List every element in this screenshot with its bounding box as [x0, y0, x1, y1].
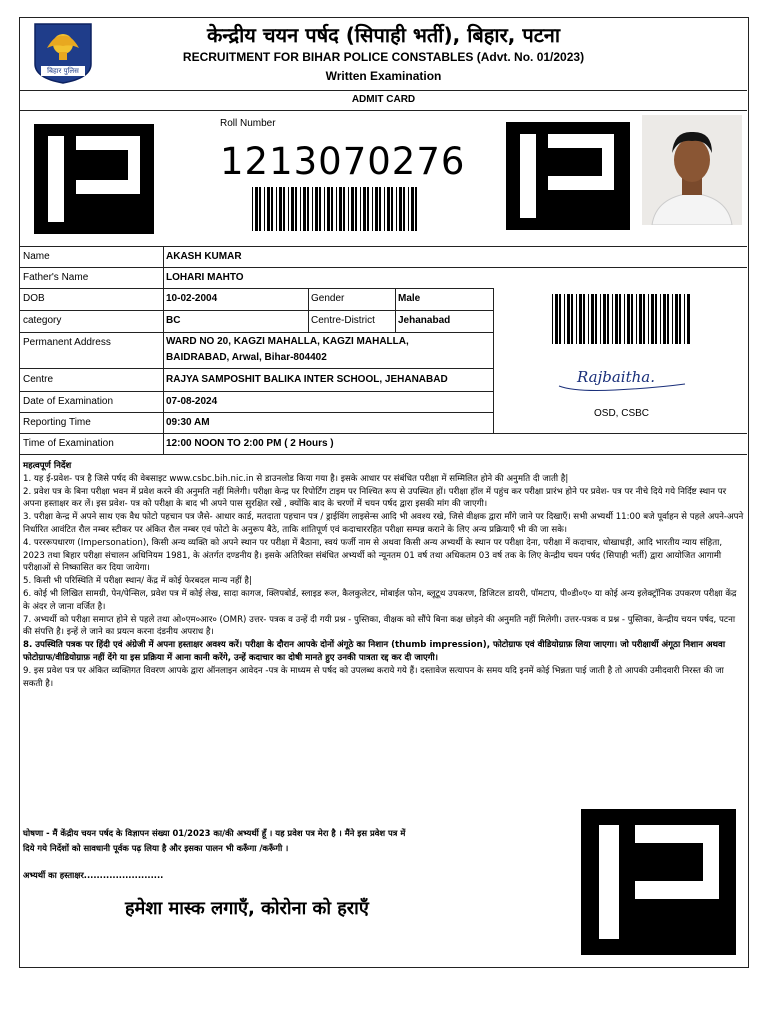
- row-category: [20, 310, 493, 333]
- barcode-bar: [619, 294, 621, 344]
- instruction-8: 8. उपस्थिति पत्रक पर हिंदी एवं अंग्रेजी में अपना हस्ताक्षर अवश्य करें। परीक्षा के दौरान आपके दोनों अंगूठे का निशान (thumb impression), फोटोग्राफ एवं वीडियोग्राफ़ लिया जाएगा। जो परीक्षार्थी अंगूठा निशान अथवा फोटोग्राफ/वीडियोग्राफ़ नहीं देंगे या इस प्रक्रिया में आना कानी करेंगे, उन्हें कदाचार का दोषी मानते हुए उनकी पात्रता रद्द कर दी जाएगी।: [23, 640, 726, 663]
- qr-code-bottom: [581, 809, 736, 955]
- barcode-bar: [588, 294, 589, 344]
- barcode-bar: [555, 294, 558, 344]
- barcode-bar: [355, 187, 357, 231]
- instructions: [23, 460, 745, 690]
- header: [20, 18, 747, 91]
- exam-name: Written Examination: [325, 69, 442, 83]
- barcode-bar: [259, 187, 261, 231]
- address-line-1: WARD NO 20, KAGZI MAHALLA, KAGZI MAHALLA,: [166, 336, 409, 347]
- category-label: category: [23, 315, 62, 326]
- district-value: Jehanabad: [398, 315, 451, 326]
- instruction-9: 9. इस प्रवेश पत्र पर अंकित व्यक्तिगत विवरण आपके द्वारा ऑनलाइन आवेदन -पत्र के माध्यम से पर्षद को उपलब्ध कराये गये हैं। दस्तावेज सत्यापन के समय यदि इनमें कोई भिन्नता पाई जाती है तो आपकी उमीदवारी निरस्त की जा सकती है।: [23, 665, 724, 689]
- barcode-bar: [583, 294, 585, 344]
- barcode-bar: [651, 294, 654, 344]
- barcode-bar: [648, 294, 649, 344]
- signatory-title: OSD, CSBC: [594, 408, 650, 419]
- address-label: Permanent Address: [23, 337, 111, 348]
- barcode-bar: [403, 187, 405, 231]
- centre-value: RAJYA SAMPOSHIT BALIKA INTER SCHOOL, JEHANABAD: [166, 374, 448, 385]
- barcode-bar: [595, 294, 597, 344]
- exam-date-value: 07-08-2024: [166, 396, 218, 407]
- centre-label: Centre: [23, 374, 54, 385]
- barcode-bar: [615, 294, 618, 344]
- barcode-bar: [567, 294, 570, 344]
- row-time: [20, 433, 747, 455]
- reporting-label: Reporting Time: [23, 417, 91, 428]
- barcode-bar: [684, 294, 685, 344]
- barcode-bar: [336, 187, 337, 231]
- barcode-bar: [264, 187, 265, 231]
- barcode-bar: [579, 294, 582, 344]
- row-name: [20, 246, 747, 268]
- barcode-bar: [315, 187, 318, 231]
- barcode-bar: [300, 187, 301, 231]
- instruction-7: 7. अभ्यर्थी को परीक्षा समाप्त होने से पहले तथा ओ०एम०आर० (OMR) उत्तर- पत्रक व उन्हें दी गयी प्रश्न - पुस्तिका, वीक्षक को सौंपे बिना कक्ष छोड़ने की अनुमति नहीं मिलेगी। उत्तर-पत्रक व प्रश्न - पुस्तिका, केन्द्रीय चयन पर्षद, पटना की संपत्ति है। इन्हें ले जाने का प्रयत्न करना दंडनीय अपराध है।: [23, 614, 736, 638]
- barcode-bar: [607, 294, 609, 344]
- declaration-line-2: दिये गये निर्देशों को सावधानी पूर्वक पढ़ लिया है और इसका पालन भी करूँगा /करूँगी ।: [23, 843, 289, 853]
- barcode-bar: [360, 187, 361, 231]
- info-barcode: [550, 294, 692, 344]
- barcode-bar: [319, 187, 321, 231]
- reporting-value: 09:30 AM: [166, 417, 210, 428]
- category-value: BC: [166, 315, 181, 326]
- candidate-photo: [642, 115, 742, 225]
- row-dob: [20, 288, 493, 311]
- barcode-bar: [252, 187, 253, 231]
- barcode-bar: [379, 187, 381, 231]
- instruction-1: 1. यह ई-प्रवेश- पत्र है जिसे पर्षद की वेबसाइट www.csbc.bih.nic.in से डाउनलोड किया गया है। इसके आधार पर संबंधित परीक्षा में सम्मिलित होने की अनुमति दी जाती है|: [23, 473, 569, 484]
- district-label: Centre-District: [311, 315, 375, 326]
- signature-text: Rajbaitha.: [577, 368, 655, 386]
- barcode-bar: [295, 187, 297, 231]
- exam-date-label: Date of Examination: [23, 396, 114, 407]
- address-line-2: BAIDRABAD, Arwal, Bihar-804402: [166, 352, 327, 363]
- time-value: 12:00 NOON TO 2:00 PM ( 2 Hours ): [166, 438, 334, 449]
- barcode-bar: [639, 294, 642, 344]
- slogan: हमेशा मास्क लगाएँ, कोरोना को हराएँ: [125, 898, 369, 919]
- instruction-2: 2. प्रवेश पत्र के बिना परीक्षा भवन में प्रवेश करने की अनुमति नहीं मिलेगी। परीक्षा केन्द्र पर रिपोर्टिंग टाइम पर निश्चित रूप से उपस्थित हों। परीक्षा हॉल में पहुंच कर परीक्षा प्रारंभ होने पर प्रवेश- पत्र पर नीचे दिये गये निर्दिष्ट स्थान पर अपना हस्ताक्षर कर लें। इस प्रवेश- पत्र को परीक्षा के बाद भी अपने पास सुरक्षित रखें , क्योंकि बाद के चरणों में चयन पर्षद द्वारा इसकी मांग की जाएगी।: [23, 486, 727, 510]
- instructions-heading: महत्वपूर्ण निर्देश: [23, 461, 72, 471]
- barcode-bar: [367, 187, 369, 231]
- barcode-bar: [603, 294, 606, 344]
- qr-code-left: [34, 124, 154, 234]
- barcode-bar: [415, 187, 417, 231]
- barcode-bar: [391, 187, 393, 231]
- barcode-bar: [291, 187, 294, 231]
- barcode-bar: [612, 294, 613, 344]
- barcode-bar: [672, 294, 673, 344]
- gender-value: Male: [398, 293, 421, 304]
- qr-code-right: [506, 122, 630, 230]
- barcode-bar: [571, 294, 573, 344]
- barcode-bar: [631, 294, 633, 344]
- admit-card: [19, 17, 749, 968]
- barcode-bar: [343, 187, 345, 231]
- barcode-bar: [375, 187, 378, 231]
- barcode-bar: [307, 187, 309, 231]
- time-label: Time of Examination: [23, 438, 114, 449]
- barcode-bar: [679, 294, 681, 344]
- barcode-bar: [643, 294, 645, 344]
- father-value: LOHARI MAHTO: [166, 272, 244, 283]
- barcode-bar: [627, 294, 630, 344]
- candidate-signature-line: अभ्यर्थी का हस्ताक्षर.........................: [23, 870, 164, 880]
- barcode-bar: [384, 187, 385, 231]
- roll-number-label: Roll Number: [220, 118, 276, 129]
- barcode-bar: [279, 187, 282, 231]
- logo-text: बिहार पुलिस: [47, 67, 79, 75]
- admit-card-label: ADMIT CARD: [20, 90, 747, 111]
- barcode-bar: [667, 294, 669, 344]
- barcode-bar: [327, 187, 330, 231]
- barcode-bar: [636, 294, 637, 344]
- row-exam-date: [20, 391, 493, 413]
- barcode-bar: [324, 187, 325, 231]
- barcode-bar: [559, 294, 561, 344]
- instruction-3: 3. परीक्षा केन्द्र में अपने साथ एक वैध फोटो पहचान पत्र जैसे- आधार कार्ड, मतदाता पहचान पत्र / ड्राईविंग लाइसेन्स आदि भी अवश्य रखे, जिसे वीक्षक द्वारा माँगे जाने पर दिखाएँ। सभी अभ्यर्थी 11:00 बजे पूर्वाहन से पहले अपने-अपने निर्धारित आवंटित रौल नम्बर स्टीकर पर अंकित रौल नम्बर एवं फोटो के अनुरूप बैठे, ताकि शांतिपूर्ण एवं कदाचाररहित परीक्षा सम्पन्न कराने के लिए अन्य प्रक्रियाएँ भी की जा सके।: [23, 512, 744, 535]
- roll-number-value: 1213070276: [220, 140, 466, 183]
- barcode-bar: [552, 294, 553, 344]
- barcode-bar: [408, 187, 409, 231]
- title-english: RECRUITMENT FOR BIHAR POLICE CONSTABLES (Advt. No. 01/2023): [182, 50, 585, 64]
- barcode-bar: [399, 187, 402, 231]
- barcode-bar: [600, 294, 601, 344]
- barcode-bar: [591, 294, 594, 344]
- row-reporting: [20, 412, 493, 434]
- barcode-bar: [396, 187, 397, 231]
- barcode-bar: [288, 187, 289, 231]
- instruction-5: 5. किसी भी परिस्थिति में परीक्षा स्थान/ केंद्र में कोई फेरबदल मान्य नहीं है|: [23, 576, 252, 587]
- father-label: Father's Name: [23, 272, 89, 283]
- gender-label: Gender: [311, 293, 345, 304]
- instruction-4: 4. परररूपधारण (Impersonation), किसी अन्य व्यक्ति को अपने स्थान पर परीक्षा में बैठाना, स्वयं फर्जी नाम से अथवा किसी अन्य अभ्यर्थी के स्थान पर परीक्षा देना, परीक्षा में कदाचार, धोखाधड़ी, आदि भारतीय न्याय संहिता, 2023 तथा बिहार परीक्षा संचालन अधिनियम 1981, के अंतर्गत दण्डनीय है। इसके अतिरिक्त संबंधित अभ्यर्थी को न्यूनतम 01 वर्ष तथा अधिकतम 03 वर्ष तक के लिए केन्द्रीय चयन पर्षद (सिपाही भर्ती) द्वारा आयोजित आगामी परीक्षाओं से निष्कासित कर दिया जायेगा।: [23, 537, 723, 574]
- barcode-bar: [660, 294, 661, 344]
- declaration-line-1: घोषणा - मैं केंद्रीय चयन पर्षद के विज्ञापन संख्या 01/2023 का/की अभ्यर्थी हूँ । यह प्रवेश पत्र मेरा है । मैंने इस प्रवेश पत्र में: [23, 828, 406, 838]
- instruction-6: 6. कोई भी लिखित सामग्री, पेन/पेन्सिल, प्रवेश पत्र में कोई लेख, सादा कागज, क्लिपबोर्ड, स्लाइड रूल, कैलकुलेटर, मोबाईल फोन, ब्लूटूथ उपकरण, डिजिटल डायरी, पॉमटाप, पी०डी०ए० या कोई अन्य इलेक्ट्रॉनिक उपकरण परीक्षा केंद्र के अंदर ले जाना वर्जित है।: [23, 588, 737, 612]
- barcode-bar: [372, 187, 373, 231]
- row-centre: [20, 368, 493, 392]
- barcode-bar: [687, 294, 690, 344]
- barcode-bar: [363, 187, 366, 231]
- barcode-bar: [271, 187, 273, 231]
- barcode-bar: [312, 187, 313, 231]
- barcode-bar: [283, 187, 285, 231]
- barcode-bar: [303, 187, 306, 231]
- roll-barcode: [250, 187, 420, 231]
- barcode-bar: [624, 294, 625, 344]
- barcode-bar: [411, 187, 414, 231]
- declaration: [23, 826, 563, 856]
- barcode-bar: [655, 294, 657, 344]
- dob-value: 10-02-2004: [166, 293, 218, 304]
- barcode-bar: [348, 187, 349, 231]
- name-value: AKASH KUMAR: [166, 251, 242, 262]
- barcode-bar: [339, 187, 342, 231]
- barcode-bar: [276, 187, 277, 231]
- grid-bottom-line: [20, 454, 747, 456]
- title-hindi: केन्द्रीय चयन पर्षद (सिपाही भर्ती), बिहार, पटना: [206, 23, 561, 47]
- osd-signature: [555, 362, 695, 403]
- barcode-bar: [675, 294, 678, 344]
- barcode-bar: [663, 294, 666, 344]
- barcode-bar: [331, 187, 333, 231]
- barcode-bar: [255, 187, 258, 231]
- barcode-bar: [576, 294, 577, 344]
- row-address: [20, 332, 493, 369]
- name-label: Name: [23, 251, 50, 262]
- dob-label: DOB: [23, 293, 45, 304]
- row-father: [20, 267, 747, 289]
- barcode-bar: [267, 187, 270, 231]
- barcode-bar: [387, 187, 390, 231]
- address-value: [163, 333, 493, 369]
- barcode-bar: [564, 294, 565, 344]
- barcode-bar: [351, 187, 354, 231]
